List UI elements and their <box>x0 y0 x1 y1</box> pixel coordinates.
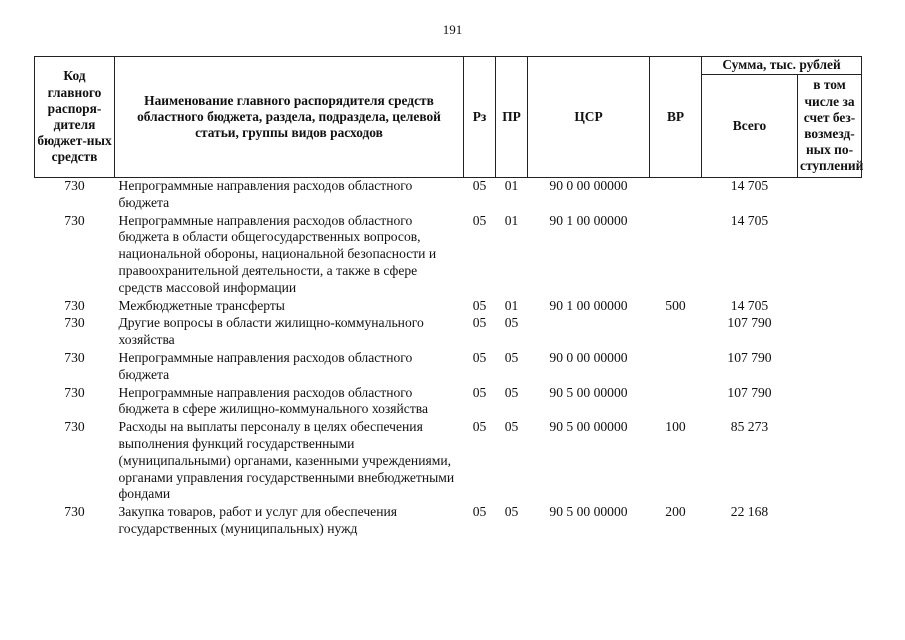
cell-gratis <box>798 350 862 385</box>
header-pr: ПР <box>496 57 528 178</box>
cell-rz: 05 <box>472 297 487 313</box>
cell-csr: 90 1 00 00000 <box>549 212 628 228</box>
cell-rz: 05 <box>472 384 487 400</box>
header-code: Код главного распоря-дителя бюджет-ных средств <box>35 57 115 178</box>
cell-pr: 01 <box>504 297 519 313</box>
cell-name: Непрограммные направления расходов областного бюджета <box>118 178 413 210</box>
table-row <box>35 178 862 213</box>
cell-code: 730 <box>64 349 85 365</box>
header-rz: Рз <box>464 57 496 178</box>
cell-csr <box>528 315 650 350</box>
cell-vr <box>650 385 702 420</box>
header-csr: ЦСР <box>528 57 650 178</box>
cell-code: 730 <box>64 297 85 313</box>
table-row <box>35 419 862 504</box>
cell-name: Другие вопросы в области жилищно-коммунального хозяйства <box>118 315 424 348</box>
cell-rz: 05 <box>472 419 487 435</box>
header-sum: Сумма, тыс. рублей <box>702 57 862 75</box>
cell-pr: 01 <box>504 178 519 193</box>
cell-code: 730 <box>64 384 85 400</box>
cell-vr <box>650 350 702 385</box>
table-row <box>35 315 862 350</box>
cell-rz: 05 <box>472 349 487 365</box>
cell-pr: 01 <box>504 212 519 228</box>
cell-total: 107 790 <box>727 349 772 365</box>
budget-table <box>34 56 862 539</box>
page-number: 191 <box>442 22 463 37</box>
cell-total: 107 790 <box>727 384 772 400</box>
cell-vr: 100 <box>665 419 686 435</box>
cell-total: 107 790 <box>727 315 772 331</box>
cell-csr: 90 5 00 00000 <box>549 419 628 435</box>
cell-pr: 05 <box>504 504 519 520</box>
cell-code: 730 <box>64 315 85 331</box>
cell-csr: 90 0 00 00000 <box>549 178 628 193</box>
cell-csr: 90 1 00 00000 <box>549 297 628 313</box>
table-row <box>35 504 862 539</box>
cell-gratis <box>798 178 862 213</box>
header-row-1 <box>35 57 862 75</box>
cell-pr: 05 <box>504 349 519 365</box>
table-row <box>35 385 862 420</box>
cell-name: Непрограммные направления расходов областного бюджета в области общегосударственных вопросов, национальной обороны, национальной безопасности и правоохранительной деятельности, а также в сфере средств массовой информации <box>118 212 437 295</box>
header-vr: ВР <box>650 57 702 178</box>
cell-vr <box>650 213 702 298</box>
cell-name: Непрограммные направления расходов областного бюджета в сфере жилищно-коммунального хозяйства <box>118 384 429 417</box>
header-name: Наименование главного распорядителя средств областного бюджета, раздела, подраздела, целевой статьи, группы видов расходов <box>115 57 464 178</box>
cell-code: 730 <box>64 419 85 435</box>
cell-code: 730 <box>64 212 85 228</box>
cell-csr: 90 5 00 00000 <box>549 384 628 400</box>
cell-gratis <box>798 315 862 350</box>
cell-code: 730 <box>64 504 85 520</box>
cell-total: 14 705 <box>730 178 769 193</box>
cell-rz: 05 <box>472 178 487 193</box>
cell-csr: 90 5 00 00000 <box>549 504 628 520</box>
cell-pr: 05 <box>504 384 519 400</box>
cell-pr: 05 <box>504 419 519 435</box>
cell-gratis <box>798 504 862 539</box>
cell-vr <box>650 178 702 213</box>
cell-pr: 05 <box>504 315 519 331</box>
table-row <box>35 350 862 385</box>
cell-vr: 200 <box>665 504 686 520</box>
cell-vr: 500 <box>665 297 686 313</box>
cell-csr: 90 0 00 00000 <box>549 349 628 365</box>
header-gratis: в том числе за счет без-возмезд-ных по-ступлений <box>798 75 862 178</box>
cell-rz: 05 <box>472 315 487 331</box>
cell-name: Расходы на выплаты персоналу в целях обеспечения выполнения функций государственными (муниципальными) органами, казенными учреждениями, органами управления государственными внебюджетными фондами <box>118 419 455 502</box>
cell-total: 85 273 <box>730 419 769 435</box>
cell-gratis <box>798 298 862 316</box>
cell-total: 14 705 <box>730 297 769 313</box>
cell-total: 22 168 <box>730 504 769 520</box>
cell-gratis <box>798 213 862 298</box>
cell-vr <box>650 315 702 350</box>
cell-gratis <box>798 385 862 420</box>
header-total: Всего <box>702 75 798 178</box>
cell-name: Закупка товаров, работ и услуг для обеспечения государственных (муниципальных) нужд <box>118 504 397 536</box>
table-row <box>35 213 862 298</box>
cell-gratis <box>798 419 862 504</box>
cell-rz: 05 <box>472 504 487 520</box>
cell-rz: 05 <box>472 212 487 228</box>
table-row <box>35 298 862 316</box>
cell-total: 14 705 <box>730 212 769 228</box>
cell-code: 730 <box>64 178 85 193</box>
cell-name: Межбюджетные трансферты <box>118 297 285 313</box>
cell-name: Непрограммные направления расходов областного бюджета <box>118 349 413 382</box>
